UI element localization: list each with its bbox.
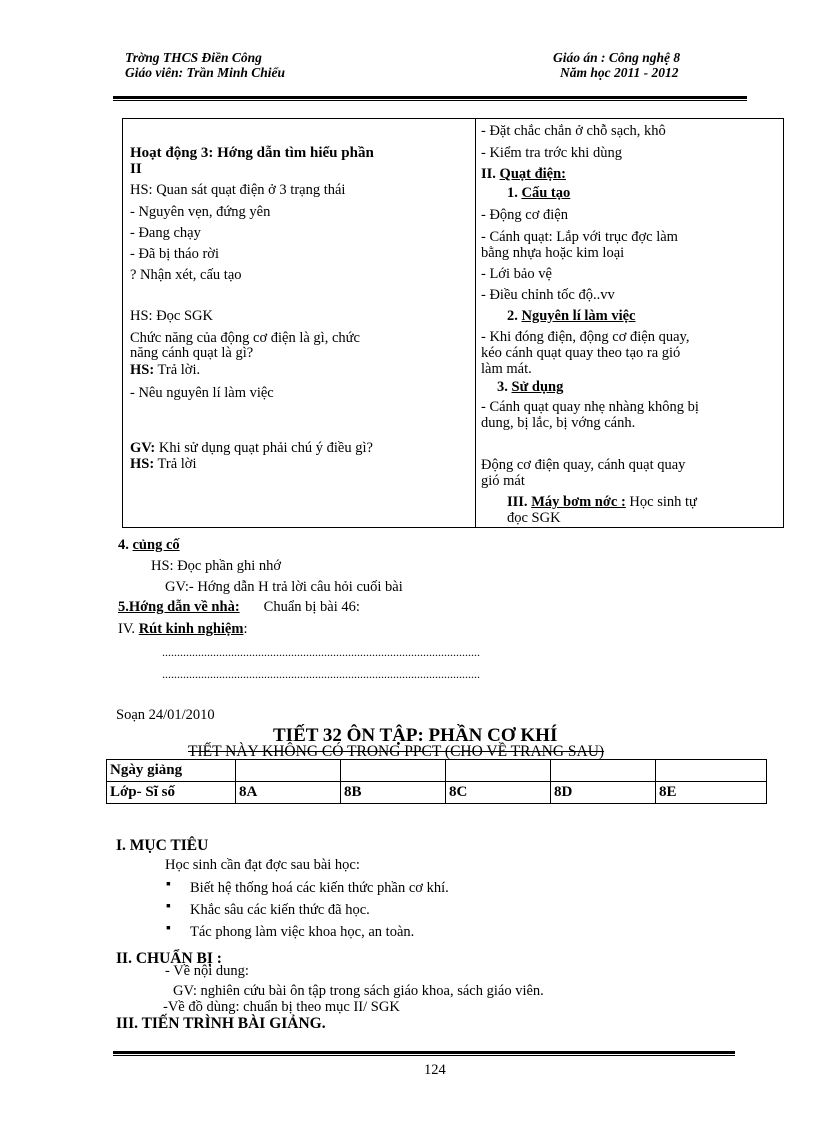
subsection-heading [507,185,570,201]
bullet-icon: ▪ [166,921,171,936]
column-divider [475,119,476,527]
subsection-heading [497,379,563,395]
table-cell [446,760,551,782]
prep-line: - Về nội dung: [165,963,249,979]
footer-rule-thin [113,1055,735,1056]
consolidate-gv: GV:- Hớng dẫn H trả lời câu hỏi cuối bài [165,579,403,595]
homework-label: 5.Hớng dẫn về nhà: [118,599,240,615]
right-line: - Động cơ điện [481,207,568,223]
prep-title: II. CHUẨN BỊ : [116,950,222,967]
homework-line [118,599,360,615]
section-heading [507,494,697,510]
lesson-activity-table [122,118,784,528]
table-cell-class-label: Lớp- Sĩ số [107,782,236,804]
table-row [107,782,767,804]
bullet-icon: ▪ [166,899,171,914]
right-line: - Cánh quạt quay nhẹ nhàng không bị [481,399,699,415]
left-line: - Đã bị tháo rời [130,246,220,262]
section-title: Quạt điện: [499,166,567,182]
objective-item: Biết hệ thống hoá các kiến thức phần cơ khí. [190,880,449,896]
hs-text: Trả lời [154,456,197,472]
right-line: gió mát [481,473,525,489]
section-num: II. [481,166,500,182]
subsection-title: Nguyên lí làm việc [521,308,636,324]
right-line: Động cơ điện quay, cánh quạt quay [481,457,686,473]
section-heading [481,166,566,182]
left-line: HS: Quan sát quạt điện ở 3 trạng thái [130,182,346,198]
table-cell-class: 8E [656,782,767,804]
right-line: - Điều chỉnh tốc độ..vv [481,287,615,303]
table-row [107,760,767,782]
subsection-title: Cấu tạo [521,185,571,201]
page-number: 124 [424,1062,446,1078]
header-year: Năm học 2011 - 2012 [560,65,679,80]
subsection-num: 2. [507,308,522,324]
table-cell-class: 8D [551,782,656,804]
right-line: - Đặt chắc chắn ở chỗ sạch, khô [481,123,666,139]
process-title: III. TIẾN TRÌNH BÀI GIẢNG. [116,1015,326,1032]
table-cell [341,760,446,782]
left-line [130,362,200,378]
prep-line: -Về đồ dùng: chuẩn bị theo mục II/ SGK [163,999,400,1015]
header-rule-thin [113,100,747,101]
left-line: - Đang chạy [130,225,201,241]
left-line: ? Nhận xét, cấu tạo [130,267,242,283]
lesson-title: TIẾT 32 ÔN TẬP: PHẦN CƠ KHÍ [273,725,558,746]
header-rule-thick [113,96,747,99]
experience-colon: : [243,621,248,637]
bullet-icon: ▪ [166,877,171,892]
table-cell-class: 8C [446,782,551,804]
right-line: làm mát. [481,361,532,377]
objectives-intro: Học sinh cần đạt đợc sau bài học: [165,857,360,873]
left-line: - Nguyên vẹn, đứng yên [130,204,271,220]
objective-item: Khắc sâu các kiến thức đã học. [190,902,370,918]
section-title: Máy bơm nớc : [531,494,626,510]
left-line: năng cánh quạt là gì? [130,345,254,361]
header-subject: Giáo án : Công nghệ 8 [553,50,681,65]
objectives-title: I. MỤC TIÊU [116,837,209,854]
left-line: HS: Đọc SGK [130,308,213,324]
consolidate-num: 4. [118,537,133,553]
right-line: - Kiểm tra trớc khi dùng [481,145,622,161]
experience-num: IV. [118,621,139,637]
left-line [130,456,197,472]
gv-text: Khi sử dụng quạt phải chú ý điều gì? [155,440,373,456]
table-cell [236,760,341,782]
table-cell-date-label: Ngày giảng [107,760,236,782]
hs-text: Trả lời. [154,362,201,378]
consolidate-heading [118,537,180,553]
header-school: Trờng THCS Điền Công [125,50,262,65]
class-schedule-table [106,759,767,804]
experience-dots: .......................................................................................................... [162,667,480,681]
table-cell-class: 8A [236,782,341,804]
gv-label: GV: [130,440,156,456]
right-line: - Khi đóng điện, động cơ điện quay, [481,329,690,345]
table-cell [656,760,767,782]
prep-line: GV: nghiên cứu bài ôn tập trong sách giáo khoa, sách giáo viên. [173,983,544,999]
consolidate-hs: HS: Đọc phần ghi nhớ [151,558,282,574]
experience-title: Rút kinh nghiệm [138,621,244,637]
subsection-num: 1. [507,185,522,201]
right-line: đọc SGK [507,510,561,526]
subsection-title: Sử dụng [511,379,564,395]
activity-title-cont: II [130,161,142,177]
left-line [130,440,373,456]
experience-dots: .......................................................................................................... [162,645,480,659]
homework-text: Chuẩn bị bài 46: [263,599,360,615]
activity-title: Hoạt động 3: Hớng dẫn tìm hiểu phần [130,145,374,161]
right-line: - Cánh quạt: Lắp với trục đợc làm [481,229,678,245]
header-teacher: Giáo viên: Trần Minh Chiểu [125,65,286,80]
table-cell-class: 8B [341,782,446,804]
consolidate-title: củng cố [132,537,180,553]
objective-item: Tác phong làm việc khoa học, an toàn. [190,924,415,940]
right-line: bằng nhựa hoặc kim loại [481,245,625,261]
hs-label: HS: [130,456,155,472]
hs-label: HS: [130,362,155,378]
section-num: III. [507,494,532,510]
subsection-heading [507,308,635,324]
subsection-num: 3. [497,379,512,395]
left-line: - Nêu nguyên lí làm việc [130,385,274,401]
lesson-struck-note: TIẾT NÀY KHÔNG CÓ TRONG PPCT (CHO VỀ TRANG SAU) [188,743,605,760]
table-cell [551,760,656,782]
right-line: kéo cánh quạt quay theo tạo ra gió [481,345,681,361]
left-line: Chức năng của động cơ điện là gì, chức [130,330,360,346]
footer-rule-thick [113,1051,735,1054]
right-line: dung, bị lắc, bị vớng cánh. [481,415,636,431]
prep-date: Soạn 24/01/2010 [116,707,215,723]
right-line: - Lới bảo vệ [481,266,552,282]
experience-heading [118,621,247,637]
section-text: Học sinh tự [625,494,697,510]
